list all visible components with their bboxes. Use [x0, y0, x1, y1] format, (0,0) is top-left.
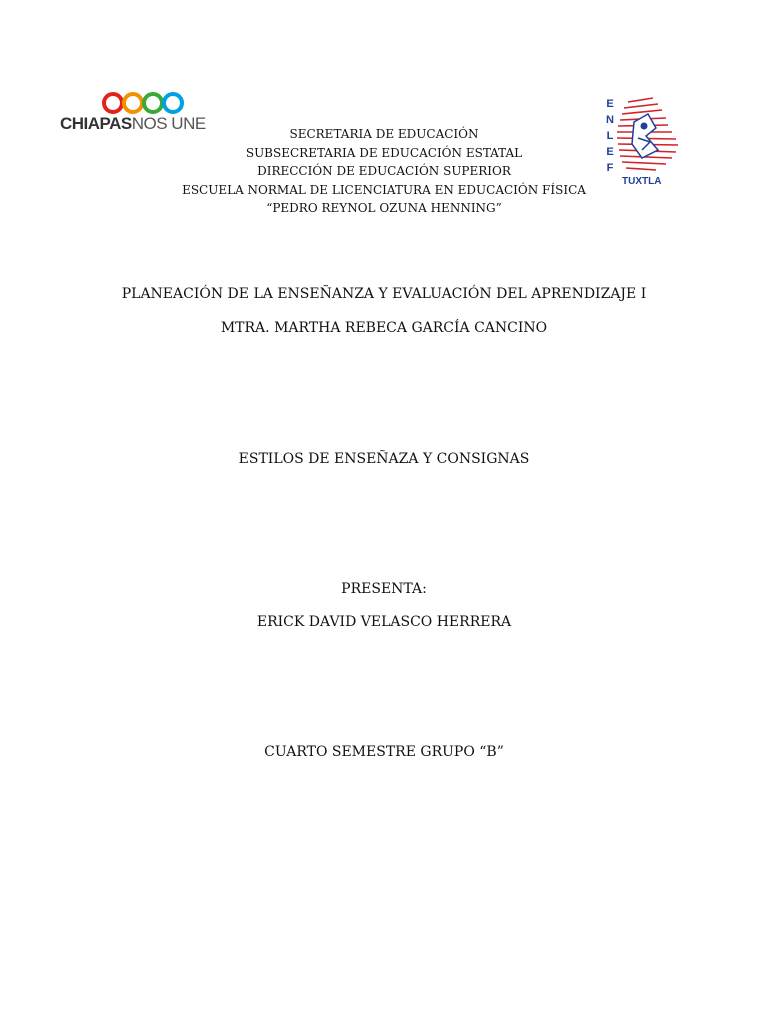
red-ring-icon	[102, 92, 124, 114]
institution-header	[0, 125, 768, 218]
logo-letter: E	[606, 146, 614, 158]
header-line: ESCUELA NORMAL DE LICENCIATURA EN EDUCACIÓN FÍSICA	[182, 182, 586, 197]
orange-ring-icon	[122, 92, 144, 114]
teacher-name: MTRA. MARTHA REBECA GARCÍA CANCINO	[220, 320, 548, 336]
logo-letter: E	[606, 98, 614, 110]
document-topic: ESTILOS DE ENSEÑAZA Y CONSIGNAS	[238, 451, 530, 467]
logo-letter: N	[606, 114, 614, 126]
logo-text-bold: CHIAPAS	[60, 114, 132, 133]
logo-caption: TUXTLA	[622, 176, 662, 187]
presenter-label: PRESENTA:	[341, 581, 427, 597]
header-line: SUBSECRETARIA DE EDUCACIÓN ESTATAL	[245, 145, 523, 160]
header-line: “PEDRO REYNOL OZUNA HENNING”	[266, 201, 502, 216]
green-ring-icon	[142, 92, 164, 114]
logo-letter: L	[606, 130, 614, 142]
logo-text-light: NOS UNE	[131, 114, 206, 133]
header-line: DIRECCIÓN DE EDUCACIÓN SUPERIOR	[257, 164, 511, 179]
header-line: SECRETARIA DE EDUCACIÓN	[289, 127, 479, 141]
blue-ring-icon	[162, 92, 184, 114]
course-title: PLANEACIÓN DE LA ENSEÑANZA Y EVALUACIÓN DEL APRENDIZAJE I	[121, 286, 647, 302]
student-name: ERICK DAVID VELASCO HERRERA	[256, 614, 512, 630]
logo-rings	[102, 92, 186, 112]
logo-letter: F	[606, 162, 614, 174]
semester-group: CUARTO SEMESTRE GRUPO “B”	[264, 744, 504, 760]
